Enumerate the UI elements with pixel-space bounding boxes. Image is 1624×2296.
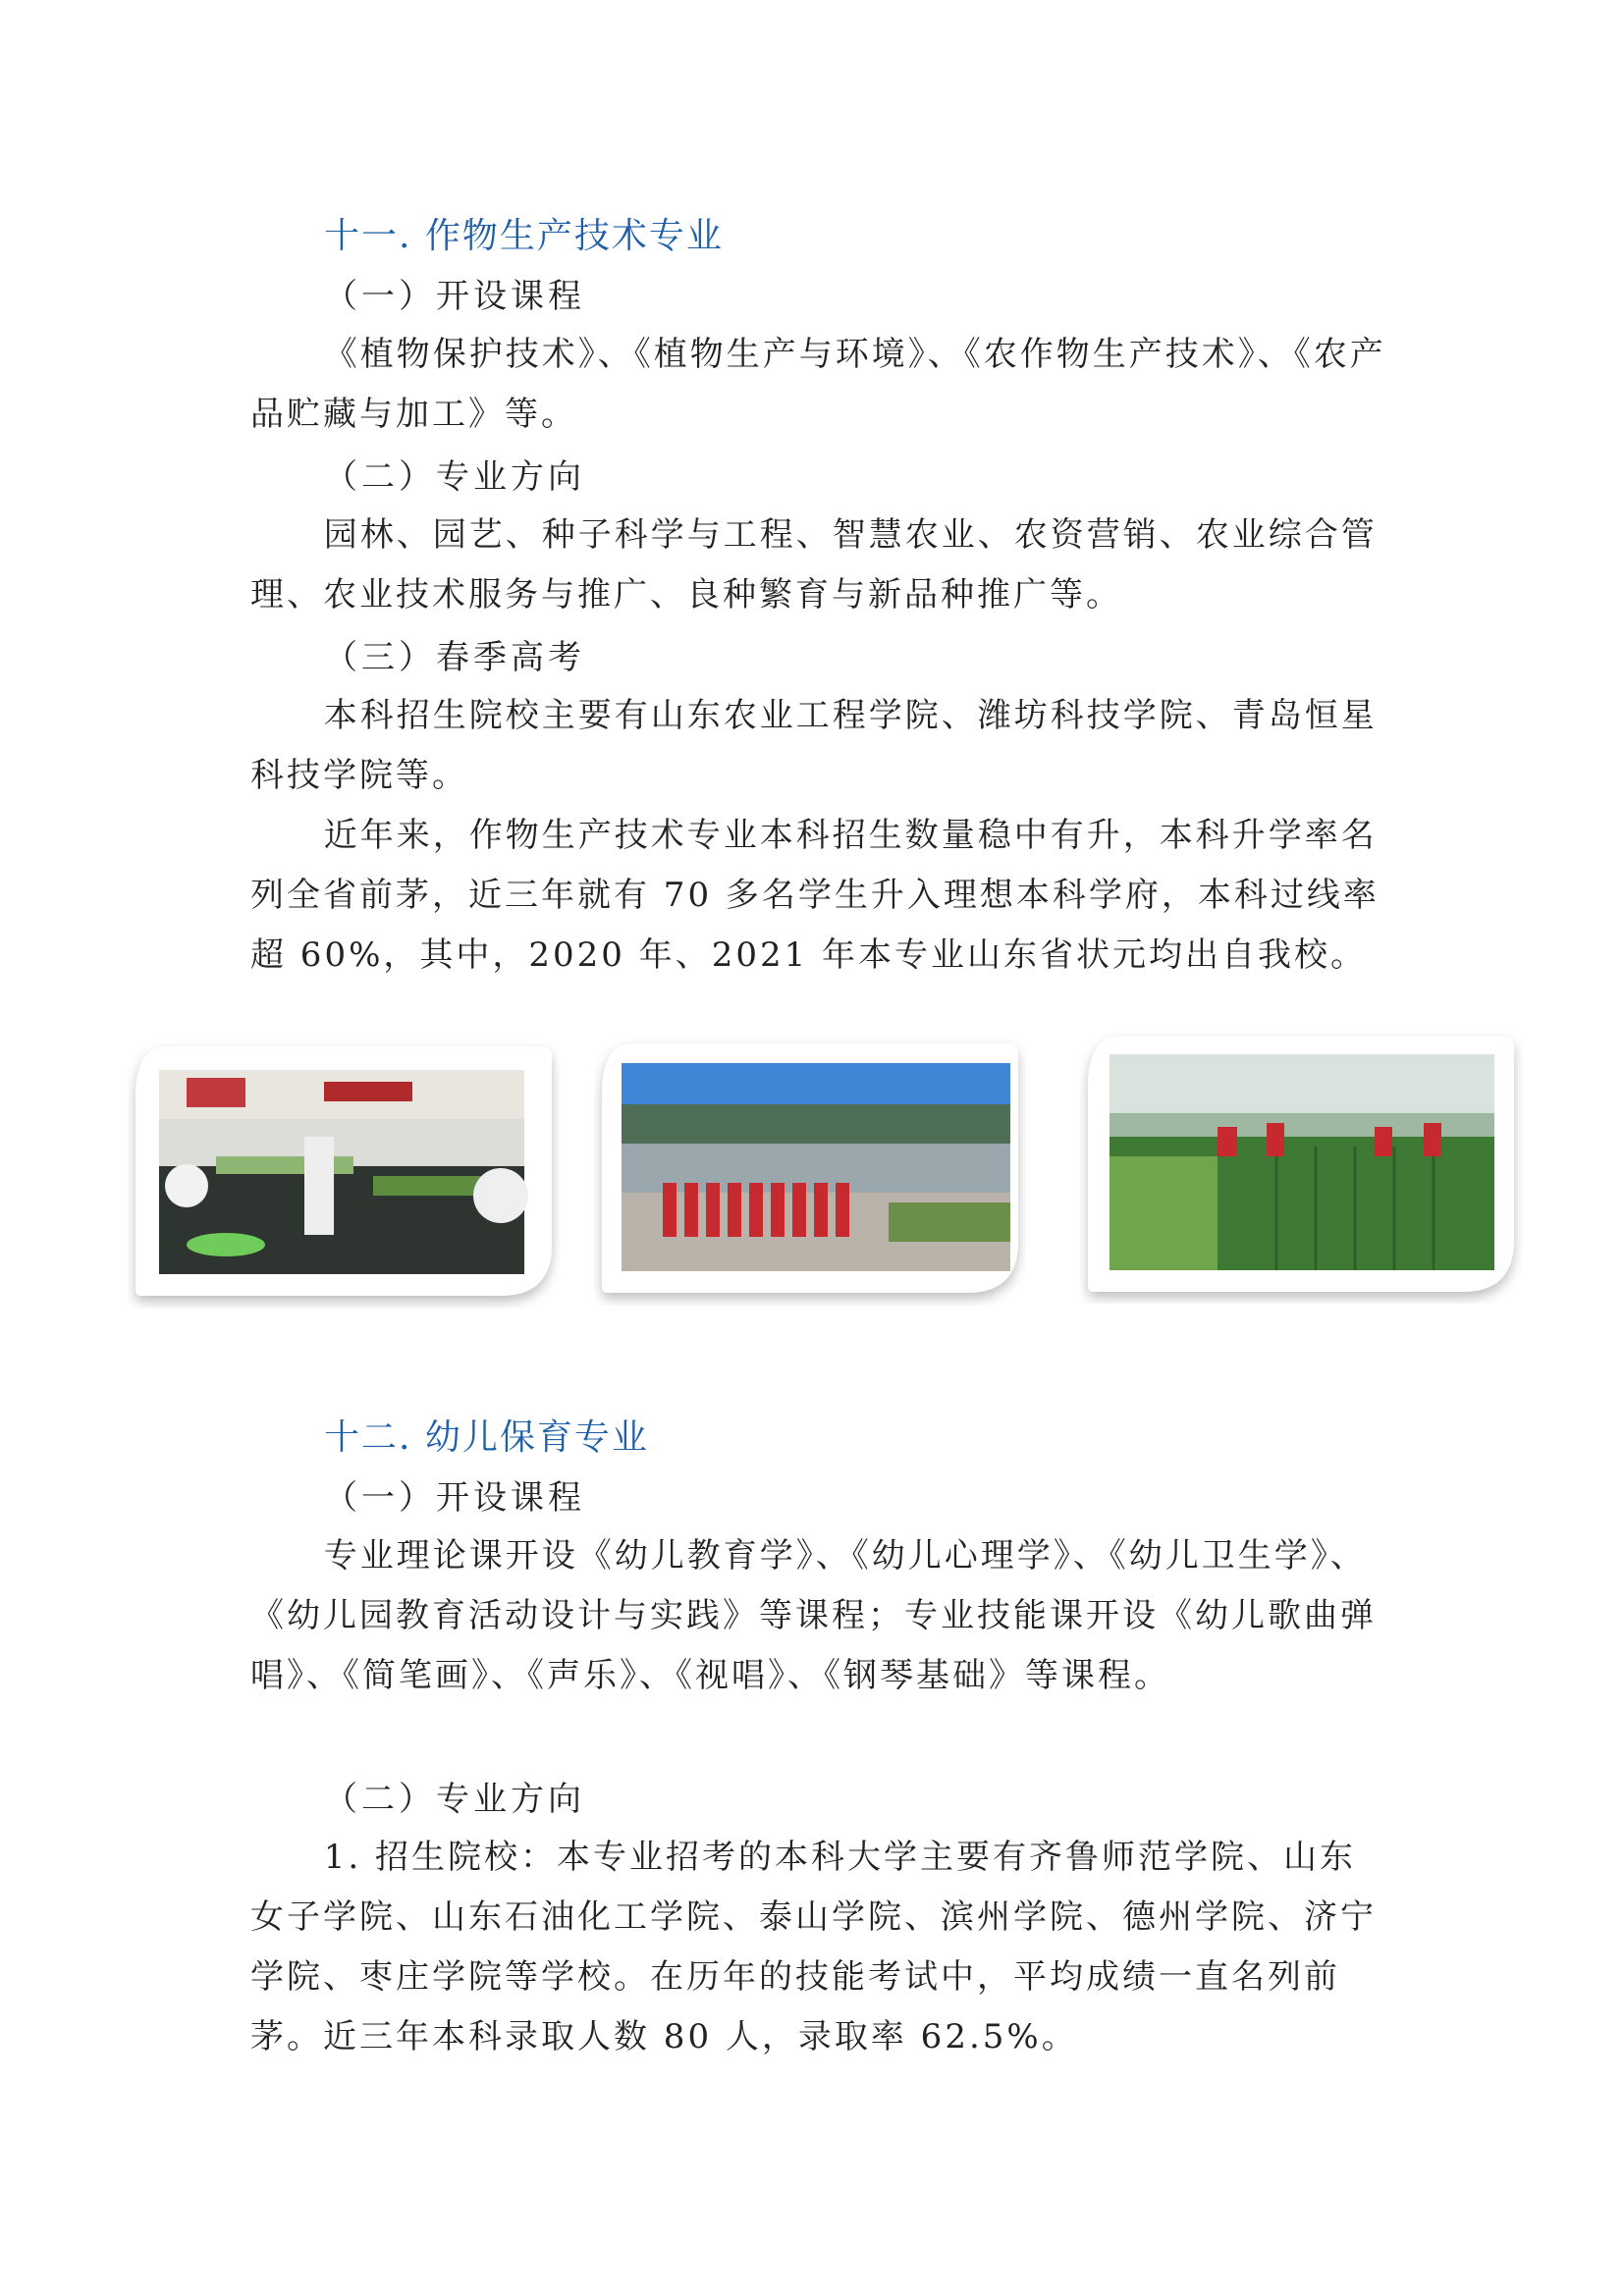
courses-paragraph (250, 325, 1389, 445)
photo-lab-students (128, 1039, 560, 1308)
direction-paragraph (250, 506, 1389, 625)
direction-text: 园林、园艺、种子科学与工程、智慧农业、农资营销、农业综合管理、农业技术服务与推广、良种繁育与新品种推广等。 (250, 515, 1378, 614)
courses-paragraph-2 (250, 1526, 1389, 1706)
courses-subheading-2: （一）开设课程 (324, 1478, 585, 1518)
exam-paragraph (250, 686, 1389, 986)
direction-subheading-2: （二）专业方向 (324, 1780, 585, 1819)
direction-subheading: （二）专业方向 (324, 457, 585, 497)
photo-students-in-greenhouse (1080, 1029, 1522, 1304)
courses-subheading: （一）开设课程 (324, 277, 585, 316)
exam-text-2: 近年来，作物生产技术专业本科招生数量稳中有升，本科升学率名列全省前茅，近三年就有 70 多名学生升入理想本科学府，本科过线率超 60%，其中，2020 年、2021 年本专业山东省状元均出自我校。 (250, 816, 1380, 975)
direction-paragraph-2 (250, 1828, 1389, 2067)
exam-subheading: （三）春季高考 (324, 638, 585, 677)
direction-text-2: 1. 招生院校：本专业招考的本科大学主要有齐鲁师范学院、山东女子学院、山东石油化工学院、泰山学院、滨州学院、德州学院、济宁学院、枣庄学院等学校。在历年的技能考试中，平均成绩一直名列前茅。近三年本科录取人数 80 人，录取率 62.5%。 (250, 1838, 1377, 2056)
section-heading-crop-production: 十一. 作物生产技术专业 (324, 216, 724, 256)
exam-text-1: 本科招生院校主要有山东农业工程学院、潍坊科技学院、青岛恒星科技学院等。 (250, 696, 1378, 795)
courses-text-2: 专业理论课开设《幼儿教育学》、《幼儿心理学》、《幼儿卫生学》、《幼儿园教育活动设计与实践》等课程；专业技能课开设《幼儿歌曲弹唱》、《简笔画》、《声乐》、《视唱》、《钢琴基础》等课程。 (250, 1536, 1377, 1695)
courses-text: 《植物保护技术》、《植物生产与环境》、《农作物生产技术》、《农产品贮藏与加工》等。 (250, 335, 1386, 434)
photo-group-greenhouse-entrance (594, 1036, 1026, 1306)
section-heading-childcare: 十二. 幼儿保育专业 (324, 1417, 649, 1458)
